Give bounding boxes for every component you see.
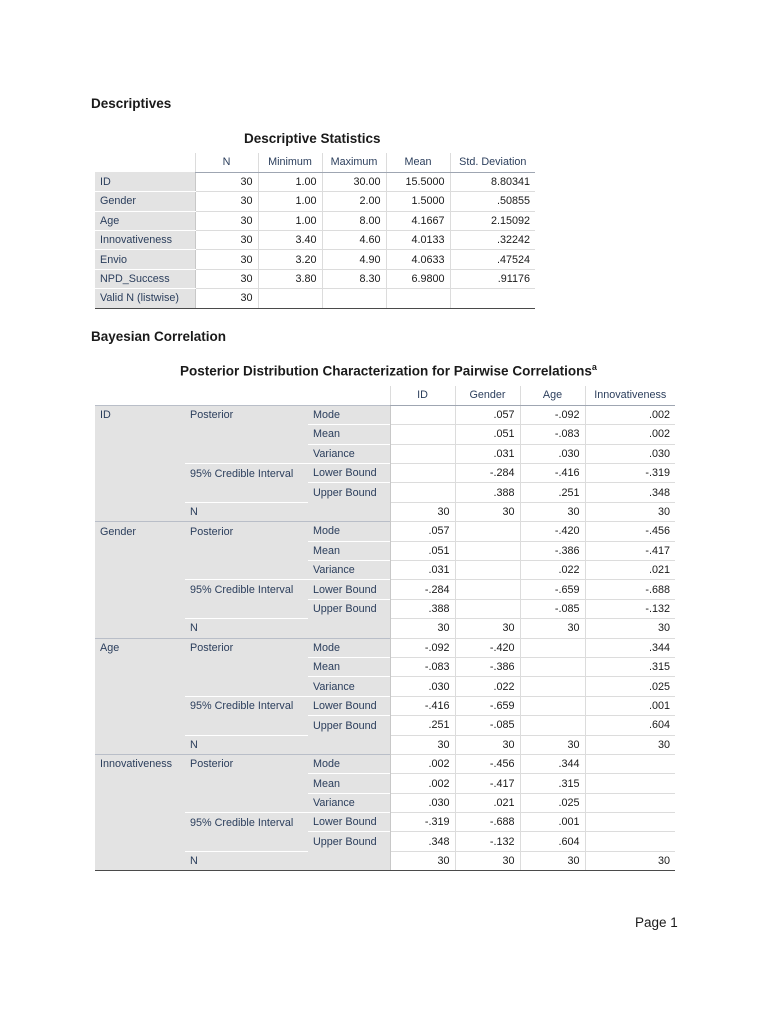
value-cell bbox=[386, 289, 450, 308]
value-cell: .47524 bbox=[450, 250, 535, 269]
category-label: 95% Credible Interval bbox=[185, 696, 308, 715]
variable-label bbox=[95, 619, 185, 638]
category-label: N bbox=[185, 502, 308, 521]
value-cell: 4.0633 bbox=[386, 250, 450, 269]
value-cell: -.456 bbox=[455, 754, 520, 773]
statistic-label: Upper Bound bbox=[308, 832, 390, 851]
value-cell: 30 bbox=[585, 735, 675, 754]
statistic-label: Mode bbox=[308, 522, 390, 541]
variable-label bbox=[95, 464, 185, 483]
column-header: N bbox=[195, 153, 258, 172]
value-cell: .002 bbox=[390, 754, 455, 773]
value-cell bbox=[585, 793, 675, 812]
table-row bbox=[95, 172, 535, 191]
value-cell: 1.5000 bbox=[386, 192, 450, 211]
category-label: Posterior bbox=[185, 405, 308, 424]
variable-label bbox=[95, 813, 185, 832]
statistic-label: Variance bbox=[308, 677, 390, 696]
value-cell: .002 bbox=[585, 425, 675, 444]
column-header: Std. Deviation bbox=[450, 153, 535, 172]
value-cell: 30 bbox=[195, 172, 258, 191]
value-cell: 30 bbox=[455, 735, 520, 754]
category-label bbox=[185, 793, 308, 812]
value-cell: .025 bbox=[585, 677, 675, 696]
value-cell: 30 bbox=[455, 619, 520, 638]
value-cell bbox=[390, 444, 455, 463]
value-cell: -.417 bbox=[585, 541, 675, 560]
table-row bbox=[95, 735, 675, 754]
table-row bbox=[95, 289, 535, 308]
statistic-label: Lower Bound bbox=[308, 813, 390, 832]
value-cell: .051 bbox=[455, 425, 520, 444]
column-header: Innovativeness bbox=[585, 386, 675, 405]
statistic-label: Mode bbox=[308, 405, 390, 424]
variable-label bbox=[95, 677, 185, 696]
value-cell bbox=[390, 483, 455, 502]
column-header: Mean bbox=[386, 153, 450, 172]
variable-label bbox=[95, 793, 185, 812]
table-row bbox=[95, 619, 675, 638]
posterior-title-text: Posterior Distribution Characterization for Pairwise Correlations bbox=[180, 363, 592, 379]
value-cell: .030 bbox=[390, 677, 455, 696]
table-row bbox=[95, 677, 675, 696]
category-label: 95% Credible Interval bbox=[185, 580, 308, 599]
value-cell: .315 bbox=[585, 657, 675, 676]
value-cell: -.386 bbox=[455, 657, 520, 676]
value-cell: .388 bbox=[455, 483, 520, 502]
value-cell bbox=[455, 599, 520, 618]
category-label bbox=[185, 716, 308, 735]
value-cell: .031 bbox=[455, 444, 520, 463]
category-label: Posterior bbox=[185, 754, 308, 773]
value-cell: 30 bbox=[520, 851, 585, 870]
table-row bbox=[95, 599, 675, 618]
value-cell: 30 bbox=[390, 735, 455, 754]
statistic-label: Mean bbox=[308, 541, 390, 560]
table-row bbox=[95, 464, 675, 483]
value-cell: -.416 bbox=[520, 464, 585, 483]
category-label bbox=[185, 561, 308, 580]
value-cell: 30 bbox=[520, 502, 585, 521]
section-heading-descriptives: Descriptives bbox=[91, 96, 172, 111]
table-row bbox=[95, 250, 535, 269]
value-cell: 1.00 bbox=[258, 172, 322, 191]
table-row bbox=[95, 405, 675, 424]
table-row bbox=[95, 231, 535, 250]
posterior-header-row bbox=[95, 386, 675, 405]
section-heading-bayesian: Bayesian Correlation bbox=[91, 329, 227, 344]
value-cell: 2.15092 bbox=[450, 211, 535, 230]
variable-label bbox=[95, 716, 185, 735]
statistic-label: Mode bbox=[308, 754, 390, 773]
statistic-label bbox=[308, 851, 390, 870]
value-cell: .348 bbox=[390, 832, 455, 851]
category-label bbox=[185, 541, 308, 560]
variable-label bbox=[95, 561, 185, 580]
value-cell: .32242 bbox=[450, 231, 535, 250]
value-cell: -.092 bbox=[390, 638, 455, 657]
table-row bbox=[95, 211, 535, 230]
variable-label: Gender bbox=[95, 522, 185, 541]
category-label bbox=[185, 444, 308, 463]
value-cell: .025 bbox=[520, 793, 585, 812]
category-label bbox=[185, 599, 308, 618]
value-cell: 4.60 bbox=[322, 231, 386, 250]
value-cell: 4.0133 bbox=[386, 231, 450, 250]
descriptive-statistics-table bbox=[95, 153, 535, 309]
descriptive-header-row bbox=[95, 153, 535, 172]
table-row bbox=[95, 793, 675, 812]
row-label: Envio bbox=[95, 250, 195, 269]
value-cell: 30 bbox=[195, 192, 258, 211]
value-cell: 30 bbox=[455, 851, 520, 870]
table-row bbox=[95, 483, 675, 502]
value-cell: -.083 bbox=[520, 425, 585, 444]
value-cell: .001 bbox=[585, 696, 675, 715]
posterior-table-title bbox=[180, 362, 597, 379]
value-cell: -.420 bbox=[520, 522, 585, 541]
table-row bbox=[95, 754, 675, 773]
value-cell: -.085 bbox=[455, 716, 520, 735]
table-row bbox=[95, 638, 675, 657]
value-cell: .030 bbox=[585, 444, 675, 463]
statistic-label: Variance bbox=[308, 793, 390, 812]
value-cell: -.416 bbox=[390, 696, 455, 715]
value-cell: 30 bbox=[195, 250, 258, 269]
value-cell: .50855 bbox=[450, 192, 535, 211]
value-cell: .031 bbox=[390, 561, 455, 580]
value-cell: 30 bbox=[520, 619, 585, 638]
variable-label: Innovativeness bbox=[95, 754, 185, 773]
table-row bbox=[95, 561, 675, 580]
value-cell: .002 bbox=[585, 405, 675, 424]
page-number: Page 1 bbox=[635, 915, 678, 930]
value-cell bbox=[585, 813, 675, 832]
category-label bbox=[185, 832, 308, 851]
variable-label bbox=[95, 696, 185, 715]
value-cell: -.659 bbox=[520, 580, 585, 599]
value-cell bbox=[455, 522, 520, 541]
row-label: Gender bbox=[95, 192, 195, 211]
category-label: Posterior bbox=[185, 638, 308, 657]
value-cell: .001 bbox=[520, 813, 585, 832]
value-cell: -.085 bbox=[520, 599, 585, 618]
statistic-label: Variance bbox=[308, 444, 390, 463]
posterior-correlations-table bbox=[95, 386, 675, 871]
value-cell: -.284 bbox=[455, 464, 520, 483]
statistic-label: Upper Bound bbox=[308, 599, 390, 618]
value-cell: .021 bbox=[455, 793, 520, 812]
value-cell: .344 bbox=[585, 638, 675, 657]
value-cell: -.284 bbox=[390, 580, 455, 599]
value-cell: .604 bbox=[520, 832, 585, 851]
table-row bbox=[95, 269, 535, 288]
variable-label bbox=[95, 774, 185, 793]
column-header: Gender bbox=[455, 386, 520, 405]
value-cell bbox=[585, 754, 675, 773]
value-cell bbox=[520, 696, 585, 715]
value-cell: 30 bbox=[195, 269, 258, 288]
table-row bbox=[95, 580, 675, 599]
value-cell: -.420 bbox=[455, 638, 520, 657]
value-cell bbox=[450, 289, 535, 308]
value-cell bbox=[390, 425, 455, 444]
statistic-label: Lower Bound bbox=[308, 580, 390, 599]
variable-label bbox=[95, 599, 185, 618]
value-cell: .051 bbox=[390, 541, 455, 560]
statistic-label: Mean bbox=[308, 657, 390, 676]
value-cell: .021 bbox=[585, 561, 675, 580]
value-cell: -.417 bbox=[455, 774, 520, 793]
value-cell: .030 bbox=[390, 793, 455, 812]
value-cell: .002 bbox=[390, 774, 455, 793]
value-cell: 30 bbox=[390, 851, 455, 870]
value-cell: -.456 bbox=[585, 522, 675, 541]
value-cell bbox=[390, 405, 455, 424]
value-cell: .348 bbox=[585, 483, 675, 502]
value-cell: 30 bbox=[195, 211, 258, 230]
table-row bbox=[95, 502, 675, 521]
category-label bbox=[185, 483, 308, 502]
value-cell: 30 bbox=[455, 502, 520, 521]
value-cell bbox=[322, 289, 386, 308]
table-row bbox=[95, 851, 675, 870]
variable-label bbox=[95, 502, 185, 521]
value-cell: 30 bbox=[390, 502, 455, 521]
table-row bbox=[95, 425, 675, 444]
value-cell: 30 bbox=[520, 735, 585, 754]
value-cell: .251 bbox=[520, 483, 585, 502]
value-cell bbox=[520, 677, 585, 696]
value-cell: 4.1667 bbox=[386, 211, 450, 230]
table-row bbox=[95, 192, 535, 211]
value-cell: .057 bbox=[455, 405, 520, 424]
table-row bbox=[95, 522, 675, 541]
value-cell: -.386 bbox=[520, 541, 585, 560]
table-row bbox=[95, 813, 675, 832]
value-cell: .251 bbox=[390, 716, 455, 735]
value-cell: .315 bbox=[520, 774, 585, 793]
value-cell: .604 bbox=[585, 716, 675, 735]
category-label bbox=[185, 425, 308, 444]
statistic-label bbox=[308, 619, 390, 638]
value-cell: 30.00 bbox=[322, 172, 386, 191]
statistic-label: Upper Bound bbox=[308, 483, 390, 502]
value-cell: -.319 bbox=[585, 464, 675, 483]
row-label: NPD_Success bbox=[95, 269, 195, 288]
value-cell: -.092 bbox=[520, 405, 585, 424]
value-cell: -.659 bbox=[455, 696, 520, 715]
row-label: Valid N (listwise) bbox=[95, 289, 195, 308]
value-cell: 8.30 bbox=[322, 269, 386, 288]
variable-label bbox=[95, 851, 185, 870]
value-cell: .022 bbox=[520, 561, 585, 580]
variable-label: ID bbox=[95, 405, 185, 424]
category-label: 95% Credible Interval bbox=[185, 813, 308, 832]
variable-label bbox=[95, 444, 185, 463]
statistic-label: Lower Bound bbox=[308, 696, 390, 715]
value-cell: 1.00 bbox=[258, 192, 322, 211]
value-cell: 2.00 bbox=[322, 192, 386, 211]
statistic-label: Lower Bound bbox=[308, 464, 390, 483]
row-label: Age bbox=[95, 211, 195, 230]
value-cell bbox=[585, 832, 675, 851]
table-row bbox=[95, 696, 675, 715]
category-label: N bbox=[185, 619, 308, 638]
value-cell: .388 bbox=[390, 599, 455, 618]
value-cell bbox=[520, 716, 585, 735]
variable-label bbox=[95, 580, 185, 599]
value-cell: .057 bbox=[390, 522, 455, 541]
column-header: ID bbox=[390, 386, 455, 405]
value-cell: 8.80341 bbox=[450, 172, 535, 191]
value-cell: 4.90 bbox=[322, 250, 386, 269]
value-cell bbox=[390, 464, 455, 483]
value-cell bbox=[585, 774, 675, 793]
footnote-marker: a bbox=[591, 362, 597, 372]
category-label: Posterior bbox=[185, 522, 308, 541]
value-cell: -.083 bbox=[390, 657, 455, 676]
value-cell bbox=[520, 657, 585, 676]
table-row bbox=[95, 444, 675, 463]
value-cell: 3.80 bbox=[258, 269, 322, 288]
column-header: Age bbox=[520, 386, 585, 405]
table-row bbox=[95, 716, 675, 735]
value-cell: .344 bbox=[520, 754, 585, 773]
value-cell: 8.00 bbox=[322, 211, 386, 230]
value-cell: 1.00 bbox=[258, 211, 322, 230]
value-cell: 3.20 bbox=[258, 250, 322, 269]
value-cell: 30 bbox=[390, 619, 455, 638]
variable-label bbox=[95, 541, 185, 560]
statistic-label: Upper Bound bbox=[308, 716, 390, 735]
variable-label bbox=[95, 735, 185, 754]
descriptive-statistics-title: Descriptive Statistics bbox=[244, 131, 381, 146]
value-cell bbox=[455, 561, 520, 580]
row-label: ID bbox=[95, 172, 195, 191]
category-label bbox=[185, 677, 308, 696]
statistic-label: Mean bbox=[308, 425, 390, 444]
statistic-label bbox=[308, 502, 390, 521]
statistic-label: Variance bbox=[308, 561, 390, 580]
statistic-label: Mean bbox=[308, 774, 390, 793]
value-cell: 6.9800 bbox=[386, 269, 450, 288]
value-cell bbox=[455, 580, 520, 599]
value-cell: 30 bbox=[585, 502, 675, 521]
value-cell: 15.5000 bbox=[386, 172, 450, 191]
value-cell: .022 bbox=[455, 677, 520, 696]
value-cell bbox=[520, 638, 585, 657]
value-cell: -.319 bbox=[390, 813, 455, 832]
value-cell: 30 bbox=[195, 231, 258, 250]
value-cell: 30 bbox=[195, 289, 258, 308]
category-label bbox=[185, 774, 308, 793]
column-header: Minimum bbox=[258, 153, 322, 172]
statistic-label bbox=[308, 735, 390, 754]
table-row bbox=[95, 657, 675, 676]
value-cell: -.132 bbox=[585, 599, 675, 618]
table-row bbox=[95, 541, 675, 560]
value-cell: .91176 bbox=[450, 269, 535, 288]
value-cell bbox=[258, 289, 322, 308]
value-cell: 30 bbox=[585, 619, 675, 638]
value-cell: 3.40 bbox=[258, 231, 322, 250]
value-cell: -.688 bbox=[455, 813, 520, 832]
column-header: Maximum bbox=[322, 153, 386, 172]
table-row bbox=[95, 832, 675, 851]
category-label bbox=[185, 657, 308, 676]
variable-label bbox=[95, 483, 185, 502]
value-cell: -.132 bbox=[455, 832, 520, 851]
variable-label bbox=[95, 657, 185, 676]
category-label: 95% Credible Interval bbox=[185, 464, 308, 483]
value-cell: -.688 bbox=[585, 580, 675, 599]
variable-label: Age bbox=[95, 638, 185, 657]
value-cell bbox=[455, 541, 520, 560]
row-label: Innovativeness bbox=[95, 231, 195, 250]
variable-label bbox=[95, 832, 185, 851]
category-label: N bbox=[185, 735, 308, 754]
category-label: N bbox=[185, 851, 308, 870]
statistic-label: Mode bbox=[308, 638, 390, 657]
table-row bbox=[95, 774, 675, 793]
variable-label bbox=[95, 425, 185, 444]
value-cell: 30 bbox=[585, 851, 675, 870]
value-cell: .030 bbox=[520, 444, 585, 463]
